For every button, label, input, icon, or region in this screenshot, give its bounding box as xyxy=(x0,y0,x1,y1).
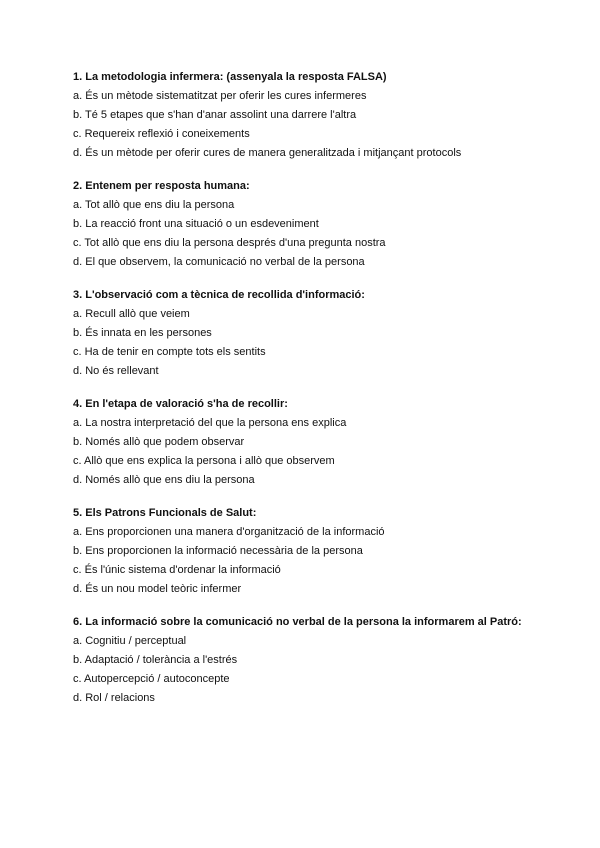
answer-option-c: c. Tot allò que ens diu la persona després d'una pregunta nostra xyxy=(73,237,386,249)
answer-option-c: c. Requereix reflexió i coneixements xyxy=(73,128,250,140)
answer-option-d: d. Rol / relacions xyxy=(73,692,155,704)
question-title: 6. La informació sobre la comunicació no verbal de la persona la informarem al Patró: xyxy=(73,616,522,628)
answer-option-b: b. Ens proporcionen la informació necessària de la persona xyxy=(73,545,363,557)
question-3 xyxy=(73,288,573,379)
answer-option-a: a. Ens proporcionen una manera d'organització de la informació xyxy=(73,526,385,538)
answer-option-b: b. Té 5 etapes que s'han d'anar assolint una darrere l'altra xyxy=(73,109,357,121)
answer-option-d: d. És un mètode per oferir cures de manera generalitzada i mitjançant protocols xyxy=(73,147,462,159)
answer-option-c: c. Autopercepció / autoconcepte xyxy=(73,673,230,685)
question-1 xyxy=(73,70,573,161)
question-6 xyxy=(73,615,573,706)
answer-option-a: a. Cognitiu / perceptual xyxy=(73,635,187,647)
answer-option-c: c. És l'únic sistema d'ordenar la informació xyxy=(73,564,281,576)
answer-option-d: d. El que observem, la comunicació no verbal de la persona xyxy=(73,256,365,268)
answer-option-a: a. És un mètode sistematitzat per oferir les cures infermeres xyxy=(73,90,367,102)
question-5 xyxy=(73,506,573,597)
question-2 xyxy=(73,179,573,270)
answer-option-a: a. Recull allò que veiem xyxy=(73,308,190,320)
answer-option-d: d. No és rellevant xyxy=(73,365,159,377)
question-title: 2. Entenem per resposta humana: xyxy=(73,180,250,192)
answer-option-c: c. Ha de tenir en compte tots els sentits xyxy=(73,346,266,358)
answer-option-a: a. La nostra interpretació del que la persona ens explica xyxy=(73,417,347,429)
question-title: 5. Els Patrons Funcionals de Salut: xyxy=(73,507,257,519)
question-title: 3. L'observació com a tècnica de recollida d'informació: xyxy=(73,289,365,301)
question-title: 4. En l'etapa de valoració s'ha de recollir: xyxy=(73,398,288,410)
answer-option-b: b. És innata en les persones xyxy=(73,327,212,339)
questions-list xyxy=(73,70,573,724)
answer-option-b: b. La reacció front una situació o un esdeveniment xyxy=(73,218,319,230)
answer-option-c: c. Allò que ens explica la persona i allò que observem xyxy=(73,455,335,467)
answer-option-d: d. Només allò que ens diu la persona xyxy=(73,474,255,486)
answer-option-b: b. Només allò que podem observar xyxy=(73,436,245,448)
answer-option-b: b. Adaptació / tolerància a l'estrés xyxy=(73,654,238,666)
question-title: 1. La metodologia infermera: (assenyala la resposta FALSA) xyxy=(73,71,387,83)
answer-option-a: a. Tot allò que ens diu la persona xyxy=(73,199,235,211)
answer-option-d: d. És un nou model teòric infermer xyxy=(73,583,242,595)
question-4 xyxy=(73,397,573,488)
